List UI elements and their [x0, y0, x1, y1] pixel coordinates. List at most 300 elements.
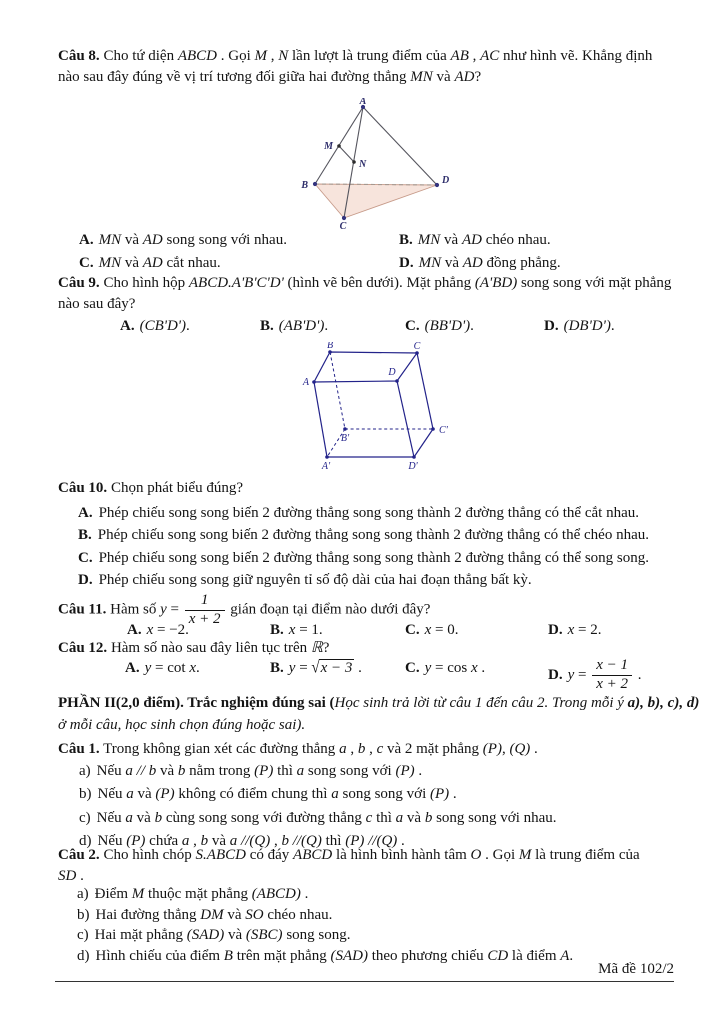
text-segment: chéo nhau.: [481, 232, 551, 248]
text-segment: c: [376, 741, 384, 757]
text-segment: có đáy: [245, 847, 294, 863]
fraction: $\frac{x - 1}{x + 2}$: [592, 658, 632, 693]
text-segment: Cho hình chóp: [99, 847, 196, 863]
text-segment: a: [126, 786, 134, 803]
text-segment: .: [569, 947, 574, 964]
page-footer: [55, 959, 674, 982]
part2-question-1-stem: [58, 739, 674, 760]
fraction: $\frac{1}{x + 2}$: [185, 593, 225, 628]
text-segment: .: [76, 868, 84, 884]
text-segment: y: [160, 601, 167, 618]
question-10-options: [78, 502, 678, 592]
option-key: A.: [120, 318, 135, 334]
vertex-label: N: [359, 159, 367, 170]
text-segment: (SAD): [330, 947, 368, 964]
text-segment: (AB'D'): [278, 318, 325, 334]
option-text: [99, 255, 221, 271]
option-text: [140, 318, 190, 334]
text-segment: Hai đường thẳng: [95, 906, 201, 923]
item-a: [79, 761, 674, 782]
text-segment: (P): [254, 763, 274, 779]
text-segment: Học sinh trả lời từ câu 1 đến câu 2. Trong mỗi ý: [334, 695, 628, 711]
question-9-options: [120, 316, 674, 337]
option-key: A.: [125, 660, 140, 676]
text-segment: .: [195, 660, 200, 676]
item-text: [95, 886, 309, 902]
text-segment: Hai mặt phẳng: [94, 927, 187, 943]
vertex-label: B': [340, 433, 350, 444]
text-segment: x: [470, 660, 478, 676]
text-segment: . Gọi: [481, 847, 519, 863]
text-segment: AD: [462, 255, 483, 271]
text-segment: SO: [245, 906, 264, 923]
text-segment: ABCD: [177, 48, 217, 64]
option-key: B.: [260, 318, 274, 334]
option-text: [425, 318, 474, 334]
option-text: [564, 318, 615, 334]
option-b: [260, 316, 405, 337]
vertex-label: A: [302, 377, 309, 388]
text-segment: Cho tứ diện: [99, 48, 178, 64]
question-8: [58, 46, 674, 88]
text-segment: A: [560, 947, 570, 964]
option-key: D.: [548, 666, 563, 683]
text-segment: AD: [461, 232, 482, 248]
item-text: [95, 927, 351, 943]
text-segment: ABCD.A'B'C'D': [188, 275, 284, 291]
text-segment: x: [189, 660, 196, 676]
text-segment: x: [567, 622, 575, 638]
option-key: C.: [405, 660, 420, 676]
part2-question-2-stem: [58, 845, 674, 887]
vertex-label: M: [324, 141, 333, 152]
question-10: [58, 478, 678, 592]
item-text: [98, 786, 457, 802]
text-segment: = −2.: [153, 622, 189, 638]
text-segment: x: [288, 622, 296, 638]
item-text: [97, 810, 557, 826]
text-segment: CD: [487, 947, 509, 964]
question-12-stem: [58, 638, 674, 659]
text-segment: là trung điểm của: [531, 847, 640, 863]
text-segment: (hình vẽ bên dưới). Mặt phẳng: [283, 275, 475, 291]
text-segment: .: [477, 660, 486, 676]
text-segment: và: [403, 809, 425, 826]
text-segment: .: [300, 886, 309, 902]
text-segment: .: [397, 833, 405, 850]
text-segment: trên mặt phẳng: [232, 947, 331, 964]
text-segment: = cos: [431, 660, 471, 676]
exam-code: Mã đề 102/2: [598, 961, 674, 977]
option-text: [289, 622, 323, 638]
text-segment: Câu 8.: [58, 48, 100, 64]
vertex-label: B: [326, 342, 334, 351]
part-2-heading: [58, 692, 698, 736]
text-segment: M: [518, 847, 532, 863]
part-2-heading-line1: [58, 692, 698, 714]
text-segment: Chọn phát biểu đúng?: [107, 480, 244, 496]
item-key: a): [79, 763, 91, 779]
text-segment: song song.: [282, 927, 351, 943]
question-8-stem-line2: [58, 67, 674, 88]
option-key: B.: [270, 660, 284, 676]
text-segment: Nếu: [97, 786, 127, 803]
text-segment: là hình bình hành tâm: [332, 847, 471, 863]
text-segment: (DB'D'): [563, 318, 611, 334]
text-segment: nào sau đây đúng về vị trí tương đối giữa hai đường thẳng: [58, 69, 411, 85]
text-segment: và: [441, 255, 463, 271]
question-12-options: [125, 658, 674, 693]
text-segment: a // b: [125, 763, 157, 779]
text-segment: M: [254, 48, 267, 64]
text-segment: (ABCD): [251, 886, 301, 902]
text-segment: DM: [200, 906, 224, 923]
text-segment: a: [395, 809, 404, 826]
option-text: [99, 550, 649, 566]
text-segment: .: [610, 318, 615, 334]
text-segment: Phép chiếu song song biến 2 đường thẳng song song thành 2 đường thẳng có thể song song.: [98, 549, 650, 566]
text-segment: .: [634, 666, 642, 683]
text-segment: MN: [98, 232, 122, 248]
option-key: C.: [79, 255, 94, 271]
option-key: A.: [79, 232, 94, 248]
text-segment: song song với nhau.: [162, 232, 287, 248]
text-segment: và: [432, 69, 455, 85]
text-segment: AC: [480, 48, 500, 64]
vertex-label: D: [442, 175, 450, 186]
text-segment: N: [278, 48, 289, 64]
text-segment: và: [121, 255, 143, 271]
vertex-label: D': [408, 461, 418, 472]
text-segment: và: [133, 786, 156, 803]
box-svg: [299, 342, 451, 474]
text-segment: gián đoạn tại điểm nào dưới đây?: [226, 601, 431, 618]
text-segment: không có điểm chung thì: [174, 786, 332, 803]
text-segment: = 0.: [431, 622, 459, 638]
text-segment: đồng phẳng.: [482, 255, 561, 271]
item-key: c): [77, 927, 89, 943]
text-segment: Phép chiếu song song biến 2 đường thẳng song song thành 2 đường thẳng có thể cắt nhau.: [98, 505, 639, 521]
text-segment: AD: [454, 69, 475, 85]
text-segment: a: [296, 763, 305, 779]
text-segment: a //(Q): [229, 833, 271, 850]
text-segment: và: [132, 809, 155, 826]
text-segment: chứa: [145, 833, 182, 850]
text-segment: và: [121, 232, 143, 248]
text-segment: =: [295, 660, 312, 676]
text-segment: nằm trong: [185, 763, 255, 779]
text-segment: AB: [450, 48, 469, 64]
text-segment: ,: [346, 741, 358, 757]
option-d: [548, 658, 674, 693]
text-segment: Trong không gian xét các đường thẳng: [99, 741, 340, 757]
text-segment: và: [156, 763, 178, 779]
text-segment: = cot: [151, 660, 190, 676]
item-b: [77, 905, 674, 926]
text-segment: Nếu: [96, 809, 126, 826]
text-segment: a: [181, 833, 190, 850]
text-segment: cắt nhau.: [162, 255, 221, 271]
text-segment: a: [125, 809, 133, 826]
option-c: [405, 658, 548, 679]
text-segment: b: [154, 809, 163, 826]
text-segment: (P): [155, 786, 175, 803]
text-segment: B: [223, 947, 233, 964]
text-segment: song song với: [304, 763, 396, 779]
option-text: [419, 255, 561, 271]
text-segment: và: [440, 232, 462, 248]
text-segment: Hàm số: [106, 601, 161, 618]
option-text: [99, 232, 287, 248]
text-segment: SD: [58, 868, 77, 884]
option-text: [418, 232, 551, 248]
text-segment: theo phương chiếu: [367, 947, 488, 964]
text-segment: . Gọi: [217, 48, 255, 64]
text-segment: và: [208, 833, 230, 850]
text-segment: Câu 11.: [58, 601, 107, 618]
text-segment: Câu 12.: [58, 640, 108, 656]
option-key: B.: [78, 527, 92, 544]
option-key: D.: [548, 622, 563, 638]
text-segment: PHẦN II(2,0 điểm). Trắc nghiệm đúng sai (: [58, 695, 335, 711]
text-segment: song song với mặt phẳng: [517, 275, 672, 291]
text-segment: thì: [273, 763, 297, 779]
text-segment: MN: [417, 232, 441, 248]
text-segment: b: [424, 809, 433, 826]
text-segment: c: [365, 809, 373, 826]
option-text: [98, 527, 649, 543]
item-key: d): [77, 947, 90, 964]
text-segment: ℝ: [310, 640, 323, 656]
text-segment: ,: [189, 833, 201, 850]
text-segment: (BB'D'): [424, 318, 471, 334]
part2-question-1-items: [79, 761, 674, 855]
text-segment: nào sau đây?: [58, 296, 136, 312]
option-c: [78, 547, 678, 569]
text-segment: thì: [321, 833, 346, 850]
text-segment: .: [530, 741, 538, 757]
option-text: [147, 622, 189, 638]
item-text: [96, 907, 333, 923]
text-segment: x: [146, 622, 154, 638]
text-segment: .: [414, 763, 423, 779]
text-segment: ,: [501, 741, 510, 757]
option-d: [399, 253, 671, 274]
option-text: [567, 657, 642, 692]
vertex-label: A: [359, 98, 367, 107]
text-segment: (P): [430, 786, 450, 803]
text-segment: AD: [142, 232, 163, 248]
option-key: B.: [399, 232, 413, 248]
item-c: [79, 808, 674, 829]
option-b: [78, 524, 678, 546]
option-text: [99, 572, 532, 588]
option-key: A.: [127, 622, 142, 638]
text-segment: y: [424, 660, 432, 676]
text-segment: ,: [365, 741, 377, 757]
item-key: b): [77, 906, 90, 923]
text-segment: (P) //(Q): [345, 833, 398, 850]
vertex-label: A': [321, 461, 331, 472]
option-key: B.: [270, 622, 284, 638]
text-segment: a), b), c), d): [627, 695, 700, 711]
text-segment: Hàm số nào sau đây liên tục trên: [107, 640, 311, 656]
text-segment: .: [186, 318, 190, 334]
text-segment: = 2.: [574, 622, 602, 638]
item-key: c): [79, 809, 91, 826]
item-text: [97, 763, 422, 779]
text-segment: ở mỗi câu, học sinh chọn đúng hoặc sai).: [58, 717, 306, 733]
text-segment: ,: [468, 48, 481, 64]
option-key: C.: [405, 318, 420, 334]
text-segment: b: [357, 741, 366, 757]
text-segment: y: [144, 660, 152, 676]
text-segment: (SAD): [186, 927, 225, 943]
text-segment: lần lượt là trung điểm của: [288, 48, 451, 64]
square-root: √x − 3: [311, 658, 353, 677]
stem-line1: [58, 845, 674, 866]
question-9-stem-line2: [58, 294, 674, 315]
text-segment: cùng song song với đường thẳng: [162, 809, 366, 826]
box-figure: [299, 342, 451, 479]
text-segment: (CB'D'): [139, 318, 186, 334]
vertex-label: C': [439, 425, 448, 436]
text-segment: ,: [270, 833, 282, 850]
text-segment: MN: [418, 255, 442, 271]
text-segment: và: [224, 927, 246, 943]
text-segment: b //(Q): [281, 833, 322, 850]
text-segment: (SBC): [245, 927, 283, 943]
option-key: C.: [405, 622, 420, 638]
text-segment: .: [324, 318, 329, 334]
question-9: [58, 273, 674, 315]
vertex-label: D: [388, 367, 396, 378]
option-a: [78, 502, 678, 524]
part-2-heading-line2: [58, 714, 698, 736]
text-segment: .: [449, 786, 457, 803]
text-segment: thuộc mặt phẳng: [144, 886, 252, 902]
text-segment: .: [354, 660, 362, 676]
text-segment: M: [131, 886, 145, 902]
option-key: D.: [78, 572, 93, 589]
question-9-stem-line1: [58, 273, 674, 294]
text-segment: Câu 10.: [58, 480, 108, 496]
text-segment: =: [574, 666, 591, 683]
text-segment: (P): [482, 741, 502, 757]
option-a: [120, 316, 260, 337]
option-text: [425, 660, 486, 676]
text-segment: (Q): [509, 741, 531, 757]
text-segment: =: [166, 601, 183, 618]
text-segment: và 2 mặt phẳng: [383, 741, 483, 757]
text-segment: y: [288, 660, 296, 676]
option-d: [544, 316, 674, 337]
option-text: [99, 505, 639, 521]
text-segment: (A'BD): [474, 275, 518, 291]
tetrahedron-figure: [288, 98, 468, 238]
option-key: C.: [78, 549, 93, 566]
tetrahedron-svg: [288, 98, 468, 233]
item-a: [77, 884, 674, 905]
text-segment: song song với: [338, 786, 431, 803]
text-segment: (P): [395, 763, 415, 779]
text-segment: Câu 9.: [58, 275, 100, 291]
option-c: [405, 316, 544, 337]
question-8-options: [79, 230, 671, 274]
option-c: [79, 253, 399, 274]
option-key: D.: [399, 255, 414, 271]
text-segment: S.ABCD: [195, 847, 246, 863]
text-segment: Điểm: [94, 886, 132, 902]
text-segment: Phép chiếu song song biến 2 đường thẳng song song thành 2 đường thẳng có thể chéo nhau.: [97, 527, 649, 544]
text-segment: a: [339, 741, 347, 757]
option-a: [79, 230, 399, 251]
option-text: [279, 318, 328, 334]
text-segment: b: [177, 763, 186, 779]
text-segment: là điểm: [508, 947, 561, 964]
text-segment: a: [331, 786, 339, 803]
text-segment: Câu 1.: [58, 741, 100, 757]
option-key: D.: [544, 318, 559, 334]
text-segment: thì: [372, 809, 396, 826]
text-segment: như hình vẽ. Khẳng định: [499, 48, 653, 64]
text-segment: và: [223, 906, 246, 923]
item-key: b): [79, 786, 92, 803]
option-text: [568, 622, 602, 638]
text-segment: = 1.: [295, 622, 323, 638]
vertex-dots: [312, 350, 435, 459]
text-segment: ,: [267, 48, 279, 64]
option-key: A.: [78, 505, 93, 521]
text-segment: ?: [322, 640, 330, 656]
text-segment: b: [200, 833, 209, 850]
item-key: a): [77, 886, 89, 902]
option-text: [289, 660, 362, 676]
text-segment: MN: [410, 69, 433, 85]
question-10-stem: [58, 478, 678, 499]
part2-question-2-items: [77, 884, 674, 966]
item-b: [79, 784, 674, 805]
item-key: d): [79, 833, 92, 850]
option-text: [425, 622, 459, 638]
text-segment: ?: [474, 69, 482, 85]
option-b: [270, 658, 405, 679]
text-segment: chéo nhau.: [263, 906, 333, 923]
text-segment: Nếu: [96, 763, 126, 779]
text-segment: .: [470, 318, 474, 334]
text-segment: (P): [126, 833, 146, 850]
option-text: [145, 660, 200, 676]
vertex-label: B: [301, 180, 308, 191]
vertex-label: C: [339, 221, 347, 232]
option-b: [399, 230, 671, 251]
text-segment: Câu 2.: [58, 847, 100, 863]
text-segment: song song với nhau.: [432, 809, 557, 826]
shaded-base-face: [315, 184, 437, 218]
text-segment: x: [424, 622, 432, 638]
text-segment: AD: [142, 255, 163, 271]
text-segment: y: [567, 666, 575, 683]
option-d: [78, 569, 678, 591]
text-segment: Nếu: [97, 833, 127, 850]
text-segment: O: [470, 847, 482, 863]
text-segment: Hình chiếu của điểm: [95, 947, 224, 964]
solid-edges: [314, 352, 433, 457]
item-c: [77, 925, 674, 946]
text-segment: Cho hình hộp: [99, 275, 189, 291]
text-segment: Phép chiếu song song giữ nguyên tỉ số độ dài của hai đoạn thẳng bất kỳ.: [98, 572, 532, 589]
text-segment: ABCD: [293, 847, 333, 863]
